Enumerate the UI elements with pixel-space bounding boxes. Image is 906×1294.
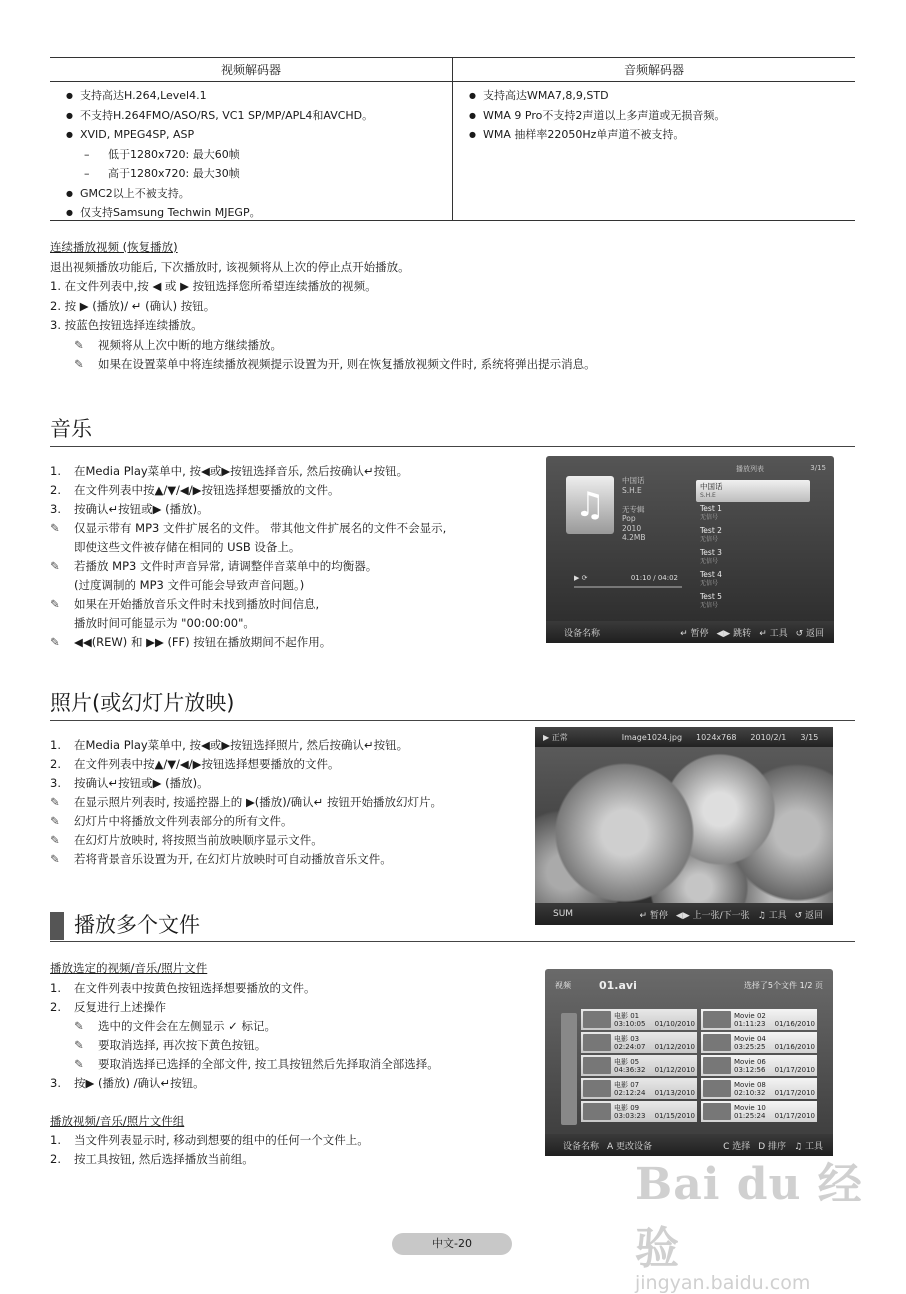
video-codec-item: ● 仅支持Samsung Techwin MJEGP。: [66, 203, 436, 223]
photo-row-marker: 3.: [50, 776, 61, 790]
file-date: 01/10/2010: [654, 1020, 695, 1028]
photo-heading: 照片(或幻灯片放映): [50, 690, 855, 721]
file-duration: 03:25:25: [734, 1042, 766, 1051]
playlist-header: [736, 464, 826, 474]
music-row: [50, 576, 530, 595]
left-file-cell: [581, 1055, 697, 1076]
playlist-item: [696, 524, 810, 546]
music-row-marker: [50, 538, 74, 557]
multi-group-row-text: 按工具按钮, 然后选择播放当前组。: [74, 1152, 254, 1166]
multi-row: [50, 1036, 540, 1055]
file-date: 01/12/2010: [654, 1043, 695, 1051]
resume-step: 1. 在文件列表中,按 ◀ 或 ▶ 按钮选择您所希望连续播放的视频。: [50, 279, 377, 293]
music-row-marker: 1.: [50, 464, 61, 478]
left-file-cell: [581, 1101, 697, 1122]
resume-note: ✎ 视频将从上次中断的地方继续播放。: [50, 336, 855, 356]
music-row-marker: [50, 614, 74, 633]
music-row: [50, 538, 530, 557]
watermark-url: jingyan.baidu.com: [635, 1272, 811, 1294]
video-codec-item: ● GMC2以上不被支持。: [66, 184, 436, 204]
file-grid: [581, 1009, 817, 1122]
file-duration: 03:12:56: [734, 1065, 766, 1074]
film-thumbnail-icon: [583, 1011, 611, 1028]
device-name: 设备名称: [564, 628, 601, 639]
photo-prev-next-hint: ◀▶ 上一张/下一张: [675, 910, 750, 921]
playlist-sub: 无信号: [700, 514, 719, 521]
photo-row-text: 在显示照片列表时, 按遥控器上的 ▶(播放)/确认↵ 按钮开始播放幻灯片。: [74, 795, 442, 809]
multi-row-marker: 1.: [50, 980, 61, 995]
film-thumbnail-icon: [583, 1080, 611, 1097]
file-title: Movie 10: [734, 1103, 766, 1112]
film-thumbnail-icon: [583, 1057, 611, 1074]
multi-row: [50, 1074, 540, 1093]
multi-row-marker: ✎: [74, 1037, 84, 1052]
file-duration: 02:12:24: [614, 1088, 646, 1097]
right-file-cell: [701, 1055, 817, 1076]
film-thumbnail-icon: [583, 1034, 611, 1051]
file-title: Movie 08: [734, 1080, 766, 1089]
multi-row-marker: 2.: [50, 999, 61, 1014]
resume-step: 2. 按 ▶ (播放)/ ↵ (确认) 按钮。: [50, 298, 216, 313]
file-info: [614, 1058, 655, 1074]
video-codec-item: ● XVID, MPEG4SP, ASP: [66, 125, 436, 145]
music-heading: 音乐: [50, 416, 855, 447]
photo-row-marker: ✎: [50, 852, 60, 866]
file-date: 01/17/2010: [774, 1066, 815, 1074]
video-decoder-header: 视频解码器: [50, 58, 453, 81]
tools-hint: ↵ 工具: [759, 628, 788, 639]
music-row: [50, 614, 530, 633]
resume-note: ✎ 如果在设置菜单中将连续播放视频提示设置为开, 则在恢复播放视频文件时, 系统将弹出提示消息。: [50, 355, 855, 375]
baidu-watermark: [635, 1148, 865, 1294]
playlist: [696, 480, 810, 612]
music-row-text: 即使这些文件被存储在相同的 USB 设备上。: [74, 540, 301, 554]
film-thumbnail-icon: [703, 1080, 731, 1097]
photo-pause-hint: ↵ 暂停: [639, 910, 668, 921]
file-title: Movie 02: [734, 1011, 766, 1020]
file-date: 01/12/2010: [654, 1066, 695, 1074]
music-note-icon: ♫: [566, 476, 614, 534]
multi-row: [50, 1017, 540, 1036]
photo-top-bar: [535, 727, 833, 747]
photo-return-hint: ↺ 返回: [794, 910, 823, 921]
right-file-cell: [701, 1009, 817, 1030]
music-row: [50, 519, 530, 538]
audio-decoder-header: 音频解码器: [623, 63, 684, 77]
music-row: [50, 500, 530, 519]
file-title: 电影 05: [614, 1057, 640, 1066]
photo-device: SUM: [553, 909, 574, 919]
track-meta-line: 2010: [622, 523, 642, 533]
multi-row-text: 在文件列表中按黄色按钮选择想要播放的文件。: [74, 980, 316, 995]
music-row-text: 在文件列表中按▲/▼/◀/▶按钮选择想要播放的文件。: [74, 483, 340, 497]
file-duration: 04:36:32: [614, 1065, 646, 1074]
music-row-marker: ✎: [50, 597, 60, 611]
playlist-title: Test 2: [700, 526, 722, 535]
multi-group-row-marker: 1.: [50, 1133, 61, 1147]
photo-row-text: 在幻灯片放映时, 将按照当前放映顺序显示文件。: [74, 833, 323, 847]
video-codec-item: – 低于1280x720: 最大60帧: [66, 145, 436, 165]
file-date: 01/16/2010: [774, 1020, 815, 1028]
resume-step: 3. 按蓝色按钮选择连续播放。: [50, 318, 203, 332]
photo-filename: Image1024.jpg: [621, 732, 683, 742]
music-row-text: 若播放 MP3 文件时声音异常, 请调整伴音菜单中的均衡器。: [74, 559, 378, 573]
file-title: 电影 03: [614, 1034, 640, 1043]
file-info: [614, 1081, 655, 1097]
playlist-sub: 无信号: [700, 558, 719, 565]
playlist-item: [696, 590, 810, 612]
playlist-title: Test 1: [700, 504, 722, 513]
music-row: [50, 633, 530, 652]
photo-row: [50, 812, 530, 831]
file-info: [734, 1012, 775, 1028]
progress-bar: [574, 586, 682, 588]
file-title: 电影 07: [614, 1080, 640, 1089]
multi-row-marker: ✎: [74, 1018, 84, 1033]
music-row: [50, 462, 530, 481]
right-file-cell: [701, 1078, 817, 1099]
file-info: [734, 1058, 775, 1074]
resume-title: 连续播放视频 (恢复播放): [50, 240, 178, 254]
file-duration: 01:25:24: [734, 1111, 766, 1120]
left-file-cell: [581, 1009, 697, 1030]
music-row-marker: ✎: [50, 521, 60, 535]
file-info: [614, 1104, 655, 1120]
multi-group-row-marker: 2.: [50, 1152, 61, 1166]
multi-row-text: 反复进行上述操作: [74, 999, 166, 1014]
photo-row-marker: ✎: [50, 814, 60, 828]
track-time: 01:10 / 04:02: [630, 574, 678, 582]
music-row-text: 仅显示带有 MP3 文件扩展名的文件。 带其他文件扩展名的文件不会显示,: [74, 521, 447, 535]
page-number: 中文-20: [392, 1233, 512, 1255]
music-row: [50, 557, 530, 576]
playlist-count: 3/15: [810, 464, 826, 472]
multi-row: [50, 998, 540, 1017]
playlist-item: [696, 546, 810, 568]
playlist-sub: 无信号: [700, 580, 719, 587]
file-title: 电影 01: [614, 1011, 640, 1020]
right-file-cell: [701, 1101, 817, 1122]
photo-row-marker: ✎: [50, 833, 60, 847]
codec-table: [50, 57, 855, 221]
select-hint: C 选择: [723, 1141, 751, 1152]
playlist-item: [696, 568, 810, 590]
music-row-marker: ✎: [50, 635, 60, 649]
multi-heading-text: 播放多个文件: [74, 913, 200, 937]
file-title: Movie 04: [734, 1034, 766, 1043]
photo-row: [50, 850, 530, 869]
file-info: [614, 1035, 655, 1051]
photo-row-text: 按确认↵按钮或▶ (播放)。: [74, 776, 209, 790]
music-row-text: 在Media Play菜单中, 按◀或▶按钮选择音乐, 然后按确认↵按钮。: [74, 464, 409, 478]
playlist-item: [696, 480, 810, 502]
playlist-sub: 无信号: [700, 536, 719, 543]
video-mode-label: 视频: [555, 980, 571, 990]
film-thumbnail-icon: [703, 1011, 731, 1028]
multi-group-row-text: 当文件列表显示时, 移动到想要的组中的任何一个文件上。: [74, 1133, 369, 1147]
file-info: [734, 1035, 775, 1051]
watermark-brand: Bai du 经验: [635, 1159, 863, 1274]
music-row-text: 播放时间可能显示为 "00:00:00"。: [74, 616, 255, 630]
multi-row: [50, 979, 540, 998]
file-title: 电影 09: [614, 1103, 640, 1112]
file-title: Movie 06: [734, 1057, 766, 1066]
file-duration: 02:10:32: [734, 1088, 766, 1097]
codec-table-header: [50, 58, 855, 82]
file-date: 01/15/2010: [654, 1112, 695, 1120]
music-instructions: [50, 462, 530, 652]
play-icon: ▶ ⟳: [574, 574, 588, 582]
photo-tools-hint: ♫ 工具: [757, 910, 787, 921]
photo-row-text: 若将背景音乐设置为开, 在幻灯片放映时可自动播放音乐文件。: [74, 852, 392, 866]
audio-codec-item: ● WMA 9 Pro不支持2声道以上多声道或无损音频。: [469, 106, 839, 126]
music-bottom-bar: [546, 621, 834, 643]
file-duration: 03:10:05: [614, 1019, 646, 1028]
pause-hint: ↵ 暂停: [680, 628, 709, 639]
music-row-text: 按确认↵按钮或▶ (播放)。: [74, 502, 209, 516]
multi-row: [50, 1055, 540, 1074]
film-thumbnail-icon: [703, 1057, 731, 1074]
current-file: 01.avi: [599, 978, 637, 992]
playlist-title: 中国话: [700, 482, 723, 491]
heading-bar-icon: [50, 912, 64, 940]
photo-mode: ▶ 正常: [543, 732, 568, 742]
track-meta-line: 4.2MB: [622, 533, 646, 542]
track-meta-line: Pop: [622, 514, 636, 523]
video-codec-item: – 高于1280x720: 最大30帧: [66, 164, 436, 184]
category-sidebar: [561, 1013, 577, 1125]
track-meta: [622, 476, 646, 543]
multi-row-marker: ✎: [74, 1056, 84, 1071]
return-hint: ↺ 返回: [795, 628, 824, 639]
music-row-text: 如果在开始播放音乐文件时未找到播放时间信息,: [74, 597, 320, 611]
left-file-cell: [581, 1032, 697, 1053]
multi-device: 设备名称: [563, 1141, 600, 1152]
photo-row-text: 在Media Play菜单中, 按◀或▶按钮选择照片, 然后按确认↵按钮。: [74, 738, 409, 752]
music-row: [50, 595, 530, 614]
playlist-item: [696, 502, 810, 524]
multi-heading: [50, 910, 855, 942]
file-date: 01/13/2010: [654, 1089, 695, 1097]
track-meta-line: S.H.E: [622, 485, 642, 495]
multi-row-text: 要取消选择, 再次按下黄色按钮。: [98, 1037, 267, 1052]
photo-resolution: 1024x768: [696, 732, 737, 742]
music-player-screenshot: [546, 456, 834, 643]
photo-viewer-screenshot: [535, 727, 833, 925]
film-thumbnail-icon: [583, 1103, 611, 1120]
file-date: 01/16/2010: [774, 1043, 815, 1051]
photo-row: [50, 793, 530, 812]
resume-notes: [50, 336, 855, 375]
resume-intro: 退出视频播放功能后, 下次播放时, 该视频将从上次的停止点开始播放。: [50, 259, 410, 274]
playlist-sub: S.H.E: [700, 492, 716, 499]
music-row-marker: 3.: [50, 502, 61, 516]
file-duration: 01:11:23: [734, 1019, 766, 1028]
track-meta-line: 无专辑: [622, 504, 645, 514]
video-decoder-list: [50, 82, 453, 220]
progress-time: [574, 574, 678, 582]
apples-photo: [535, 747, 833, 903]
film-thumbnail-icon: [703, 1034, 731, 1051]
file-info: [734, 1104, 775, 1120]
photo-row: [50, 755, 530, 774]
multi-instructions: [50, 959, 540, 1169]
file-date: 01/17/2010: [774, 1112, 815, 1120]
file-info: [734, 1081, 775, 1097]
right-file-cell: [701, 1032, 817, 1053]
photo-row-text: 幻灯片中将播放文件列表部分的所有文件。: [74, 814, 293, 828]
multi-tools-hint: ♫ 工具: [794, 1141, 823, 1152]
resume-section: [50, 238, 855, 375]
multi-sub2: 播放视频/音乐/照片文件组: [50, 1113, 185, 1128]
multi-row-text: 要取消选择已选择的全部文件, 按工具按钮然后先择取消全部选择。: [98, 1056, 439, 1071]
photo-count: 3/15: [800, 732, 819, 742]
playlist-label: 播放列表: [736, 465, 764, 473]
music-row-text: ◀◀(REW) 和 ▶▶ (FF) 按钮在播放期间不起作用。: [74, 635, 332, 649]
file-duration: 02:24:07: [614, 1042, 646, 1051]
playlist-sub: 无信号: [700, 602, 719, 609]
multi-row-text: 选中的文件会在左侧显示 ✓ 标记。: [98, 1018, 276, 1033]
multi-top-bar: [545, 969, 833, 1001]
photo-row-marker: ✎: [50, 795, 60, 809]
selection-info: 选择了5个文件 1/2 页: [743, 980, 823, 990]
playlist-title: Test 4: [700, 570, 722, 579]
left-file-cell: [581, 1078, 697, 1099]
multi-row-text: 按▶ (播放) /确认↵按钮。: [74, 1075, 205, 1090]
photo-date: 2010/2/1: [750, 732, 787, 742]
change-device-hint: A 更改设备: [607, 1141, 653, 1152]
file-duration: 03:03:23: [614, 1111, 646, 1120]
photo-row-marker: 2.: [50, 757, 61, 771]
sort-hint: D 排序: [758, 1141, 787, 1152]
multi-row-marker: 3.: [50, 1075, 61, 1090]
video-codec-item: ● 支持高达H.264,Level4.1: [66, 86, 436, 106]
playlist-title: Test 5: [700, 592, 722, 601]
film-thumbnail-icon: [703, 1103, 731, 1120]
track-meta-line: [622, 495, 646, 505]
audio-codec-item: ● WMA 抽样率22050Hz单声道不被支持。: [469, 125, 839, 145]
audio-codec-item: ● 支持高达WMA7,8,9,STD: [469, 86, 839, 106]
music-row-text: (过度调制的 MP3 文件可能会导致声音问题。): [74, 578, 305, 592]
photo-row-text: 在文件列表中按▲/▼/◀/▶按钮选择想要播放的文件。: [74, 757, 340, 771]
music-row: [50, 481, 530, 500]
photo-row: [50, 831, 530, 850]
file-date: 01/17/2010: [774, 1089, 815, 1097]
video-codec-item: ● 不支持H.264FMO/ASO/RS, VC1 SP/MP/APL4和AVCHD。: [66, 106, 436, 126]
file-info: [614, 1012, 655, 1028]
multi-sub1: 播放选定的视频/音乐/照片文件: [50, 961, 208, 975]
multi-group-row: [50, 1150, 540, 1169]
audio-decoder-list: [453, 82, 855, 220]
photo-row: [50, 736, 530, 755]
music-row-marker: ✎: [50, 559, 60, 573]
photo-instructions: [50, 736, 530, 869]
jump-hint: ◀▶ 跳转: [716, 628, 752, 639]
multi-file-screenshot: [545, 969, 833, 1156]
photo-row: [50, 774, 530, 793]
music-row-marker: 2.: [50, 483, 61, 497]
playlist-title: Test 3: [700, 548, 722, 557]
track-meta-line: 中国话: [622, 476, 645, 485]
multi-group-row: [50, 1131, 540, 1150]
music-row-marker: [50, 576, 74, 595]
photo-row-marker: 1.: [50, 738, 61, 752]
resume-steps: [50, 277, 855, 336]
